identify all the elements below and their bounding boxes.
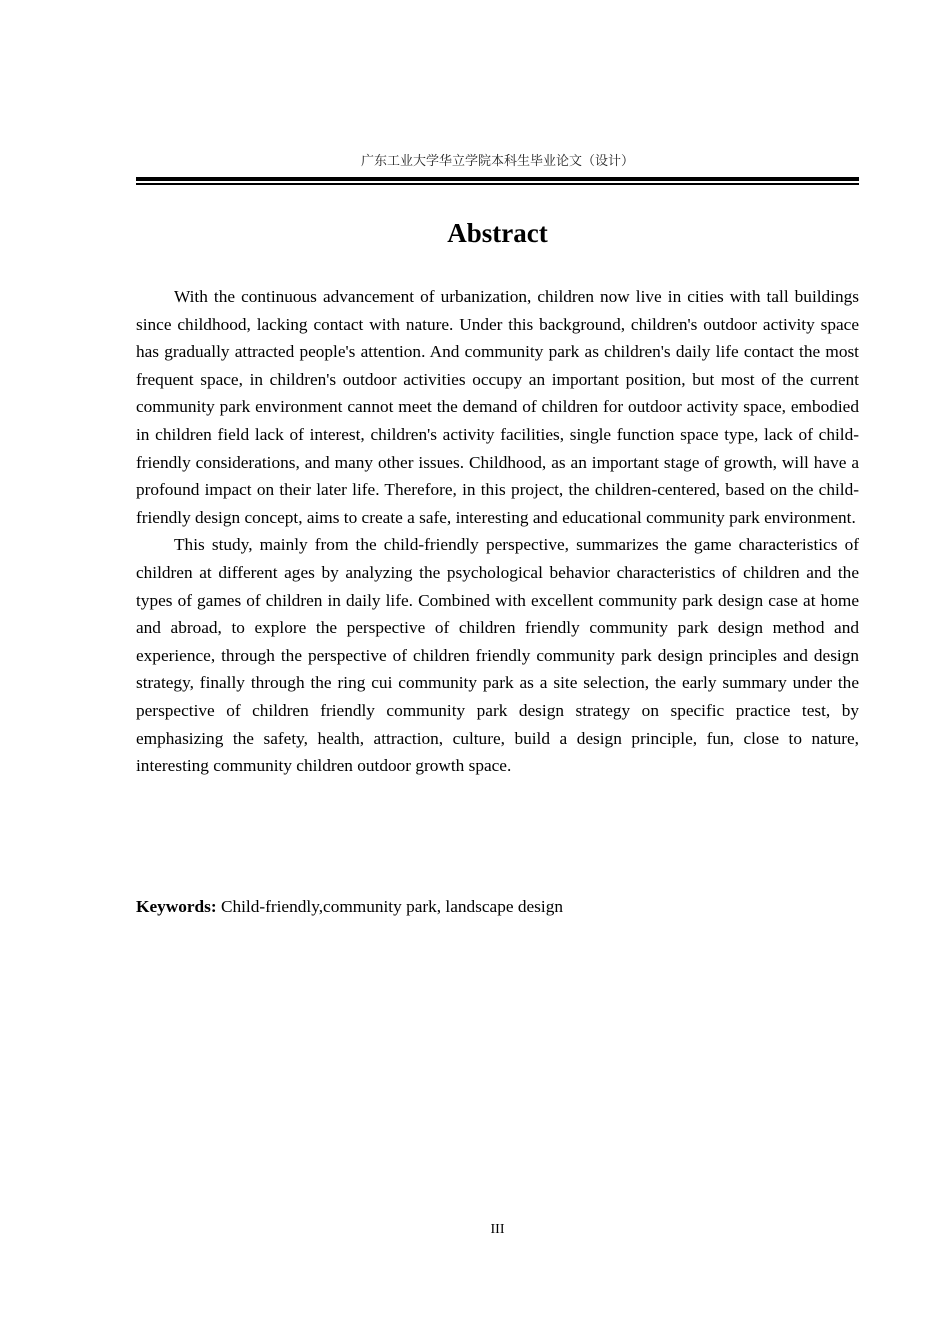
page-title: Abstract — [447, 218, 548, 248]
abstract-body — [136, 283, 859, 780]
header-rule-thin — [136, 183, 859, 185]
keywords-value: Child-friendly,community park, landscape design — [216, 897, 563, 916]
running-header: 广东工业大学华立学院本科生毕业论文（设计） — [360, 154, 634, 169]
keywords-line — [136, 893, 859, 921]
abstract-paragraph-1: With the continuous advancement of urbanization, children now live in cities with tall buildings since childhood, lacking contact with nature. Under this background, children's outdoor activity space has gradually attracted people's attention. And community park as children's daily life contact the most frequent space, in children's outdoor activities occupy an important position, but most of the current community park environment cannot meet the demand of children for outdoor activity space, embodied in children field lack of interest, children's activity facilities, single function space type, lack of child-friendly considerations, and many other issues. Childhood, as an important stage of growth, will have a profound impact on their later life. Therefore, in this project, the children-centered, based on the child-friendly design concept, aims to create a safe, interesting and educational community park environment. — [136, 287, 859, 527]
keywords-label: Keywords: — [136, 897, 217, 916]
header-rule-thick — [136, 177, 859, 181]
page-number: III — [490, 1222, 505, 1237]
abstract-paragraph-2: This study, mainly from the child-friendly perspective, summarizes the game characteristics of children at different ages by analyzing the psychological behavior characteristics of children and the types of games of children in daily life. Combined with excellent community park design case at home and abroad, to explore the perspective of children friendly community park design method and experience, through the perspective of children friendly community park design principles and design strategy, finally through the ring cui community park as a site selection, the early summary under the perspective of children friendly community park design strategy on specific practice test, by emphasizing the safety, health, attraction, culture, build a design principle, fun, close to nature, interesting community children outdoor growth space. — [136, 535, 859, 776]
